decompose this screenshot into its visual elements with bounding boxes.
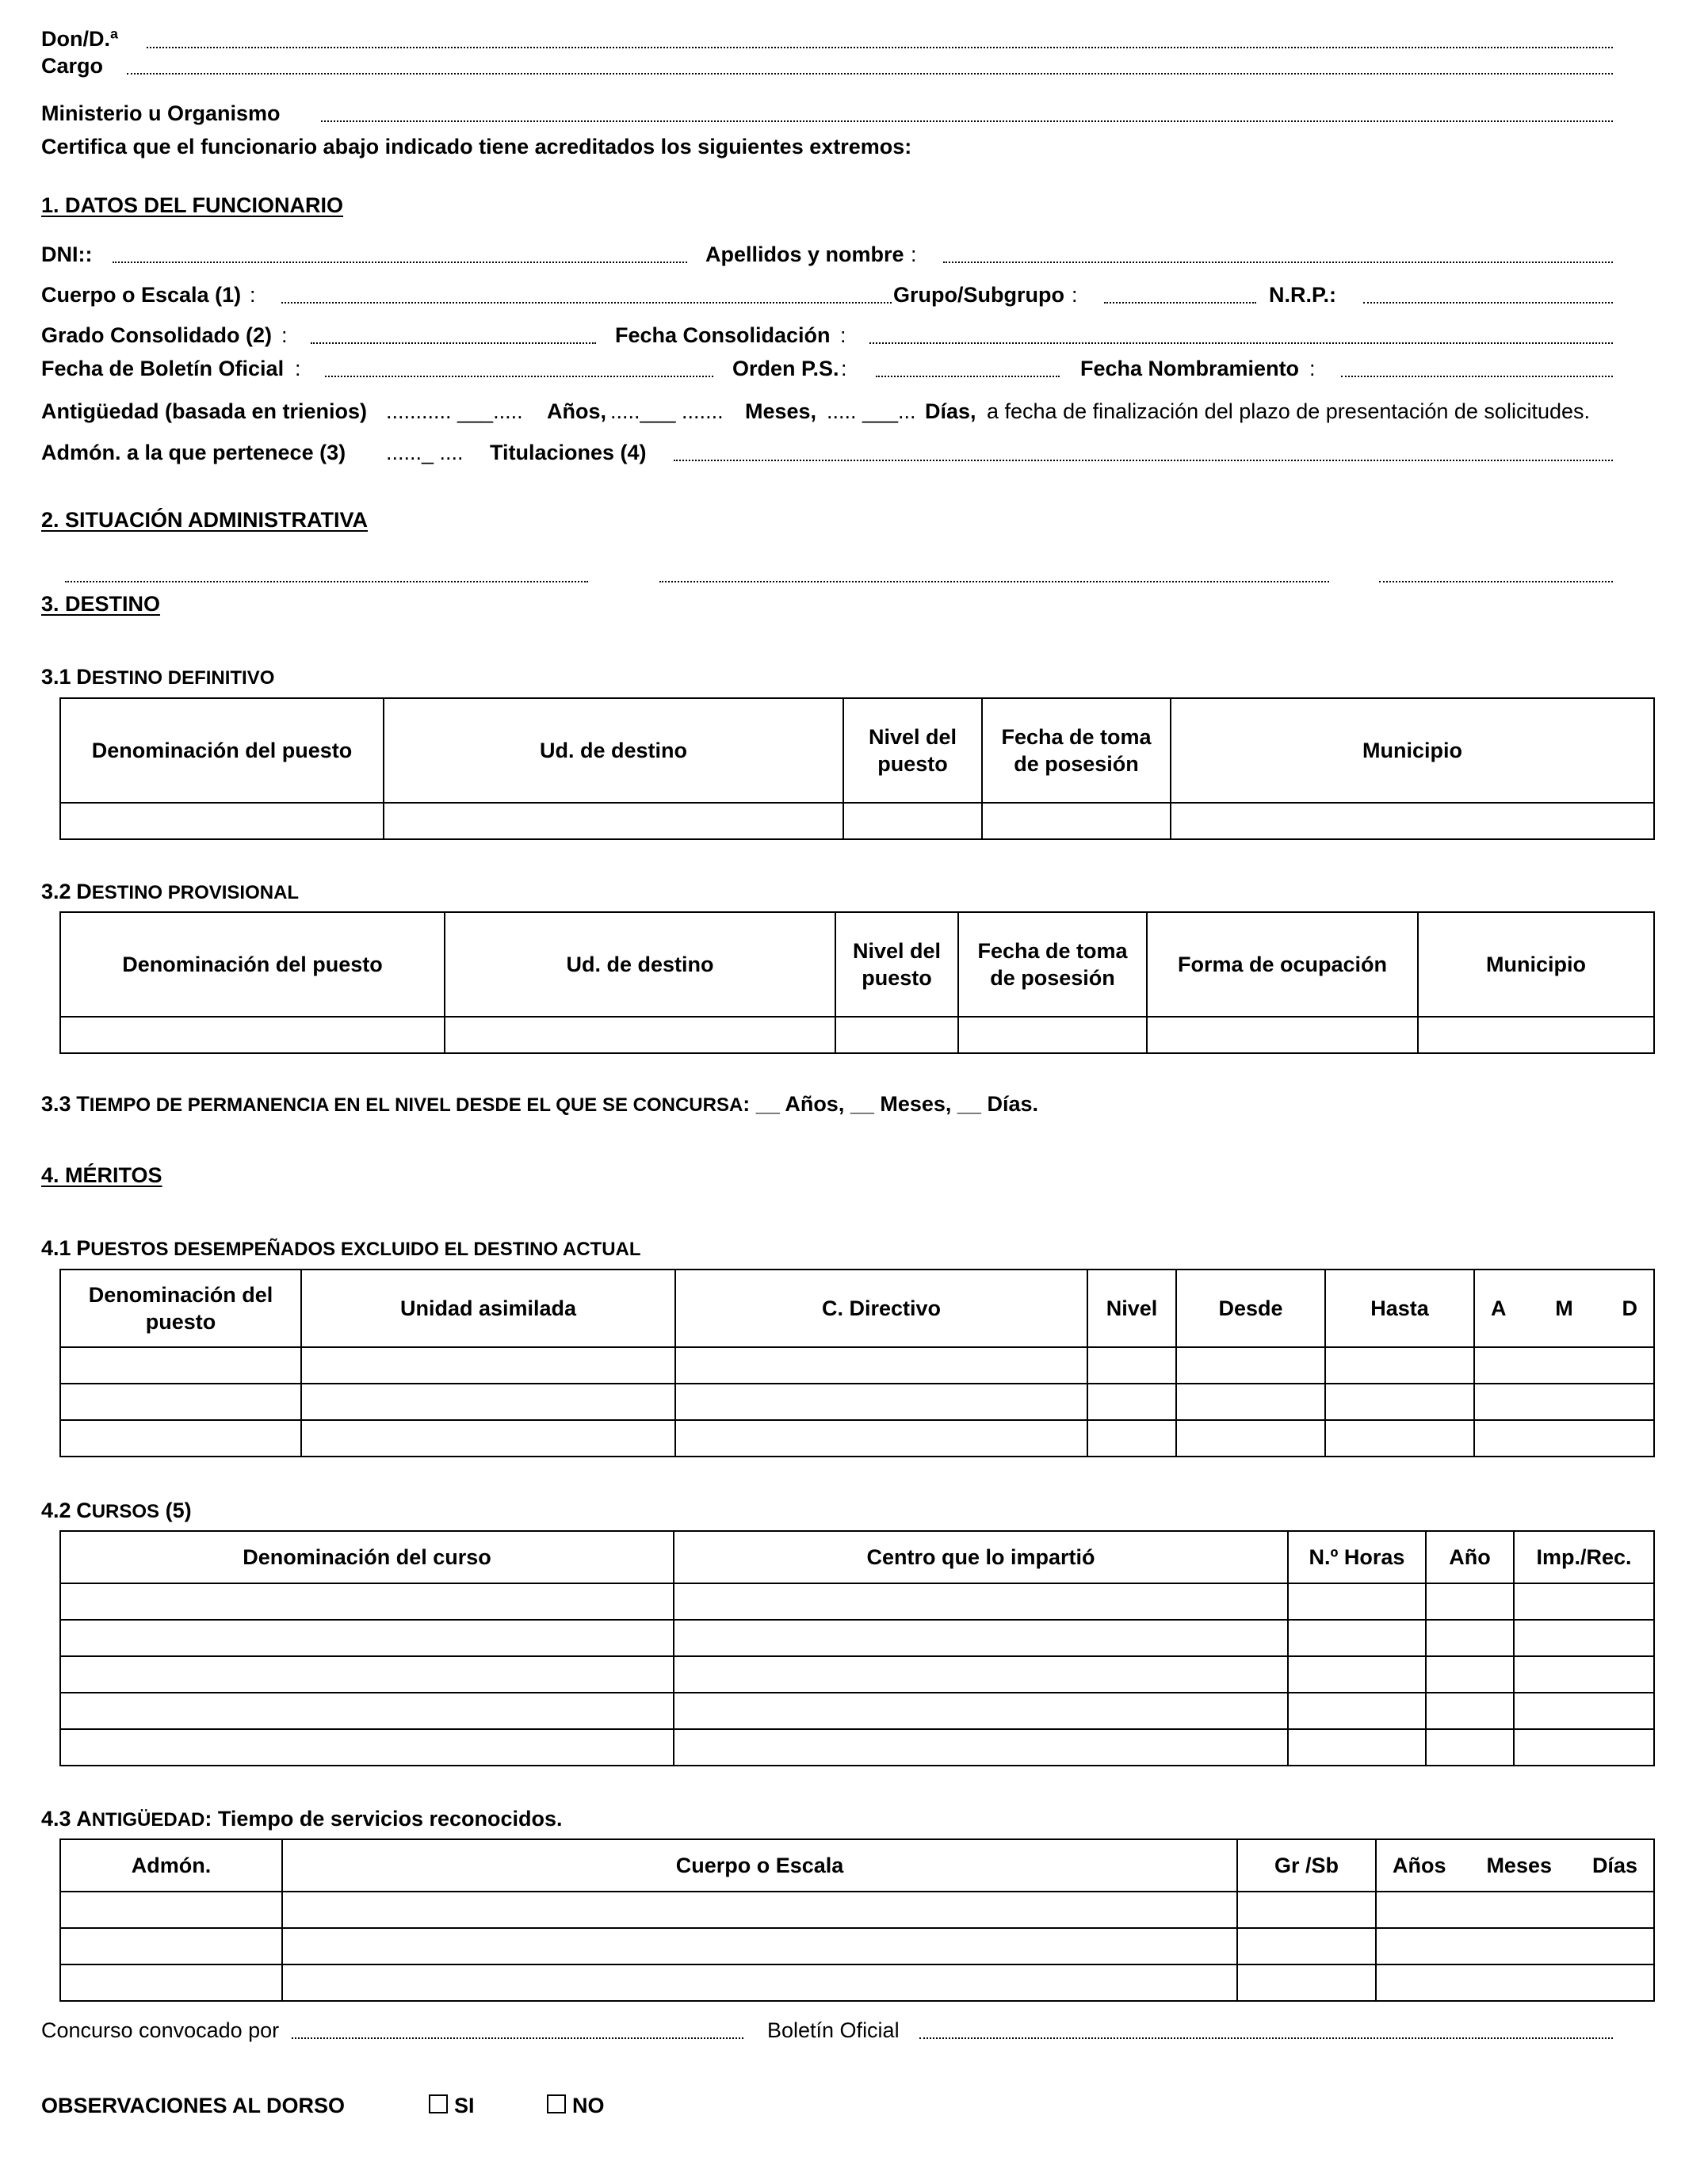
table-cell[interactable] (835, 1017, 958, 1053)
grupo-label: Grupo/Subgrupo (893, 283, 1064, 307)
table-cell[interactable] (282, 1964, 1237, 2001)
header-cell: Nivel del puesto (843, 698, 982, 803)
table-cell[interactable] (1514, 1656, 1654, 1693)
table-cell[interactable] (674, 1620, 1288, 1656)
table-cell[interactable] (1087, 1384, 1176, 1420)
table-row (60, 1964, 1654, 2001)
table-cell[interactable] (1087, 1347, 1176, 1384)
table-cell[interactable] (843, 803, 982, 839)
fecha-consolidacion-colon: : (840, 323, 846, 347)
cuerpo-colon: : (250, 283, 256, 307)
table-cell[interactable] (301, 1420, 675, 1457)
antiguedad-tail: a fecha de finalización del plazo de presentación de solicitudes. (987, 399, 1590, 423)
fecha-boletin-colon: : (295, 357, 301, 380)
table-cell[interactable] (1376, 1928, 1654, 1964)
table-cell[interactable] (1426, 1583, 1514, 1620)
table-cell[interactable] (60, 1656, 674, 1693)
table-cell[interactable] (958, 1017, 1147, 1053)
table-cell[interactable] (60, 1729, 674, 1766)
orden-field[interactable] (876, 376, 1060, 377)
destino-definitivo-heading: 3.1 DESTINO DEFINITIVO (41, 665, 275, 689)
section-4-title: 4. MÉRITOS (41, 1163, 162, 1187)
situacion-field-3[interactable] (1379, 581, 1613, 582)
table-cell[interactable] (1376, 1892, 1654, 1928)
header-cell: Denominación del puesto (60, 912, 445, 1017)
table-cell[interactable] (282, 1928, 1237, 1964)
table-cell[interactable] (1288, 1620, 1426, 1656)
table-cell[interactable] (1426, 1656, 1514, 1693)
grupo-colon: : (1072, 283, 1078, 307)
header-cell: Desde (1176, 1270, 1325, 1347)
header-cell: Admón. (60, 1839, 282, 1892)
tiempo-permanencia-heading: 3.3 TIEMPO DE PERMANENCIA EN EL NIVEL DESDE EL QUE SE CONCURSA: __ Años, __ Meses, __ Días. (41, 1092, 1038, 1116)
destino-provisional-table (59, 911, 1655, 1054)
fecha-boletin-label: Fecha de Boletín Oficial (41, 357, 285, 380)
situacion-field-1[interactable] (65, 581, 588, 582)
cursos-heading: 4.2 CURSOS (5) (41, 1499, 192, 1522)
table-cell[interactable] (1171, 803, 1654, 839)
header-cell: Ud. de destino (384, 698, 843, 803)
table-cell[interactable] (1288, 1693, 1426, 1729)
table-cell[interactable] (60, 1384, 301, 1420)
table-cell[interactable] (1426, 1620, 1514, 1656)
boletin-label: Boletín Oficial (767, 2018, 900, 2042)
table-cell[interactable] (60, 1420, 301, 1457)
table-cell[interactable] (1288, 1729, 1426, 1766)
table-row (60, 1892, 1654, 1928)
table-cell[interactable] (675, 1384, 1087, 1420)
don-label: Don/D.ª (41, 27, 118, 51)
orden-colon: : (841, 357, 847, 380)
section-3-title: 3. DESTINO (41, 592, 161, 616)
table-cell[interactable] (60, 1892, 282, 1928)
table-cell[interactable] (674, 1656, 1288, 1693)
table-cell[interactable] (1376, 1964, 1654, 2001)
anos-fill[interactable]: .....___ ....... (610, 399, 724, 423)
header-cell: Fecha de toma de posesión (982, 698, 1171, 803)
situacion-field-2[interactable] (659, 581, 1329, 582)
table-cell[interactable] (1426, 1729, 1514, 1766)
table-cell[interactable] (60, 1693, 674, 1729)
table-cell[interactable] (675, 1347, 1087, 1384)
fecha-consolidacion-label: Fecha Consolidación (615, 323, 831, 347)
table-row (60, 1347, 1654, 1384)
cuerpo-label: Cuerpo o Escala (1) (41, 283, 242, 307)
table-cell[interactable] (1176, 1347, 1325, 1384)
table-row (60, 1729, 1654, 1766)
fecha-nombramiento-colon: : (1309, 357, 1316, 380)
table-cell[interactable] (1147, 1017, 1418, 1053)
header-cell: Cuerpo o Escala (282, 1839, 1237, 1892)
header-cell: Hasta (1325, 1270, 1474, 1347)
table-row (60, 1656, 1654, 1693)
table-row (60, 1620, 1654, 1656)
table-cell[interactable] (1288, 1583, 1426, 1620)
table-cell[interactable] (301, 1347, 675, 1384)
fecha-consolidacion-field[interactable] (869, 342, 1613, 344)
fecha-nombramiento-label: Fecha Nombramiento (1080, 357, 1300, 380)
header-cell: Municipio (1171, 698, 1654, 803)
table-cell[interactable] (301, 1384, 675, 1420)
nrp-label: N.R.P.: (1269, 283, 1337, 307)
admon-label: Admón. a la que pertenece (3) (41, 441, 346, 464)
header-cell: Ud. de destino (445, 912, 835, 1017)
dias-label: Días, (925, 399, 976, 423)
table-cell[interactable] (60, 1347, 301, 1384)
cargo-label: Cargo (41, 54, 104, 78)
table-cell[interactable] (674, 1583, 1288, 1620)
puestos-desempenados-table (59, 1269, 1655, 1457)
admon-fill[interactable]: ......_ .... (386, 441, 464, 464)
table-cell[interactable] (60, 1583, 674, 1620)
cursos-table (59, 1530, 1655, 1766)
table-cell[interactable] (445, 1017, 835, 1053)
cargo-field[interactable] (127, 73, 1613, 74)
header-cell: Forma de ocupación (1147, 912, 1418, 1017)
concurso-field[interactable] (292, 2037, 743, 2039)
table-row (60, 1384, 1654, 1420)
grado-field[interactable] (311, 342, 596, 344)
table-cell[interactable] (60, 1017, 445, 1053)
table-cell[interactable] (1325, 1384, 1474, 1420)
table-cell[interactable] (1514, 1729, 1654, 1766)
table-cell[interactable] (1237, 1892, 1376, 1928)
header-cell-amd: A M D (1474, 1270, 1654, 1347)
table-cell[interactable] (1325, 1347, 1474, 1384)
header-cell: Año (1426, 1531, 1514, 1583)
table-cell[interactable] (60, 803, 384, 839)
table-cell[interactable] (60, 1928, 282, 1964)
section-2-title: 2. SITUACIÓN ADMINISTRATIVA (41, 508, 369, 532)
table-cell[interactable] (1418, 1017, 1654, 1053)
ministerio-label: Ministerio u Organismo (41, 101, 281, 125)
boletin-field[interactable] (919, 2037, 1613, 2039)
certifica-text: Certifica que el funcionario abajo indicado tiene acreditados los siguientes extremos: (41, 135, 912, 158)
header-cell: Nivel (1087, 1270, 1176, 1347)
fecha-nombramiento-field[interactable] (1341, 376, 1613, 377)
table-cell[interactable] (282, 1892, 1237, 1928)
concurso-label: Concurso convocado por (41, 2018, 280, 2042)
table-cell[interactable] (1514, 1693, 1654, 1729)
antiguedad-label: Antigüedad (basada en trienios) (41, 399, 368, 423)
table-cell[interactable] (1474, 1420, 1654, 1457)
grado-colon: : (281, 323, 288, 347)
apellidos-label: Apellidos y nombre (705, 242, 904, 266)
header-cell: N.º Horas (1288, 1531, 1426, 1583)
header-cell: Imp./Rec. (1514, 1531, 1654, 1583)
table-cell[interactable] (1514, 1583, 1654, 1620)
meses-fill[interactable]: ..... ___... (827, 399, 916, 423)
checkbox-icon[interactable] (429, 2094, 448, 2113)
destino-provisional-heading: 3.2 DESTINO PROVISIONAL (41, 880, 300, 903)
header-cell-ymd: Años Meses Días (1376, 1839, 1654, 1892)
header-cell: C. Directivo (675, 1270, 1087, 1347)
table-row (60, 1693, 1654, 1729)
table-cell[interactable] (674, 1693, 1288, 1729)
cuerpo-field[interactable] (281, 302, 892, 304)
antiguedad-trienios-fill[interactable]: ........... ___..... (386, 399, 523, 423)
table-cell[interactable] (1087, 1420, 1176, 1457)
table-cell[interactable] (674, 1729, 1288, 1766)
no-option[interactable]: NO (547, 2094, 605, 2118)
don-field[interactable] (147, 47, 1613, 48)
fecha-boletin-field[interactable] (325, 376, 713, 377)
table-cell[interactable] (1176, 1384, 1325, 1420)
orden-label: Orden P.S. (732, 357, 839, 380)
apellidos-field[interactable] (943, 262, 1613, 263)
checkbox-icon[interactable] (547, 2094, 566, 2113)
si-option[interactable]: SI (429, 2094, 475, 2118)
table-cell[interactable] (384, 803, 843, 839)
table-cell[interactable] (60, 1964, 282, 2001)
table-row (60, 1583, 1654, 1620)
table-row (60, 1017, 1654, 1053)
dni-label: DNI:: (41, 242, 93, 266)
table-cell[interactable] (675, 1420, 1087, 1457)
header-cell: Fecha de toma de posesión (958, 912, 1147, 1017)
header-cell: Nivel del puesto (835, 912, 958, 1017)
header-cell: Municipio (1418, 912, 1654, 1017)
table-row (60, 803, 1654, 839)
grupo-field[interactable] (1104, 302, 1256, 304)
table-cell[interactable] (1325, 1420, 1474, 1457)
apellidos-colon: : (911, 242, 917, 266)
table-cell[interactable] (1474, 1347, 1654, 1384)
table-cell[interactable] (1288, 1656, 1426, 1693)
ministerio-field[interactable] (321, 120, 1613, 122)
table-cell[interactable] (1426, 1693, 1514, 1729)
anos-label: Años, (547, 399, 607, 423)
header-cell: Denominación del puesto (60, 1270, 301, 1347)
header-cell: Denominación del puesto (60, 698, 384, 803)
table-cell[interactable] (982, 803, 1171, 839)
destino-definitivo-table (59, 697, 1655, 840)
table-cell[interactable] (1514, 1620, 1654, 1656)
table-cell[interactable] (60, 1620, 674, 1656)
grado-label: Grado Consolidado (2) (41, 323, 273, 347)
section-1-title: 1. DATOS DEL FUNCIONARIO (41, 193, 344, 217)
nrp-field[interactable] (1363, 302, 1613, 304)
header-cell: Unidad asimilada (301, 1270, 675, 1347)
antiguedad-table (59, 1838, 1655, 2002)
titulaciones-field[interactable] (674, 460, 1613, 461)
antiguedad-heading: 4.3 ANTIGÜEDAD: Tiempo de servicios reconocidos. (41, 1807, 563, 1831)
table-cell[interactable] (1176, 1420, 1325, 1457)
header-cell: Gr /Sb (1237, 1839, 1376, 1892)
puestos-desempenados-heading: 4.1 PUESTOS DESEMPEÑADOS EXCLUIDO EL DESTINO ACTUAL (41, 1236, 641, 1260)
dni-field[interactable] (113, 262, 687, 263)
observaciones-label: OBSERVACIONES AL DORSO (41, 2094, 346, 2117)
table-row (60, 1420, 1654, 1457)
meses-label: Meses, (745, 399, 817, 423)
table-cell[interactable] (1237, 1928, 1376, 1964)
table-row (60, 1928, 1654, 1964)
header-cell: Centro que lo impartió (674, 1531, 1288, 1583)
table-cell[interactable] (1237, 1964, 1376, 2001)
header-cell: Denominación del curso (60, 1531, 674, 1583)
table-cell[interactable] (1474, 1384, 1654, 1420)
titulaciones-label: Titulaciones (4) (490, 441, 647, 464)
